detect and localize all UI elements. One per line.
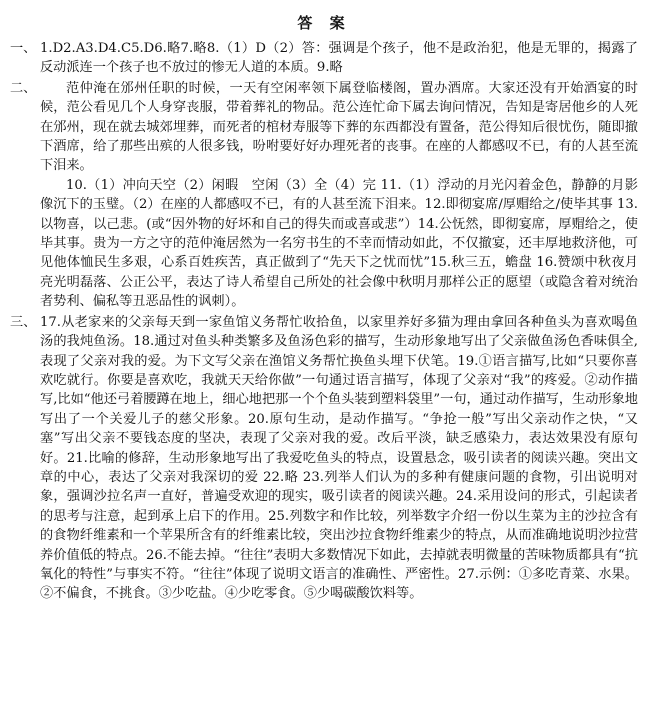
section-3 [10,313,638,604]
section-number: 一、 [10,41,37,56]
section-text [40,313,638,604]
section-number: 二、 [10,80,37,96]
answer-paragraph: 1.D2.A3.D4.C5.D6.略7.略8.（1）D（2）答：强调是个孩子，他不是政治犯，他是无罪的，揭露了反动派连一个孩子也不放过的惨无人道的本质。9.略 [40,41,638,76]
section-text [40,79,638,312]
section-2 [10,79,638,312]
page-title: 答 案 [297,14,351,32]
section-1 [10,39,638,78]
answer-paragraph: 17.从老家来的父亲每天到一家鱼馆义务帮忙收拾鱼，以家里养好多猫为理由拿回各种鱼头为喜欢喝鱼汤的我炖鱼汤。18.通过对鱼头种类繁多及鱼汤色彩的描写，生动形象地写出了父亲做鱼汤色香味俱全,表现了父亲对我的爱。为下文写父亲在渔馆义务帮忙换鱼头埋下伏笔。19.①语言描写,比如“只要你喜欢吃就行。你要是喜欢吃，我就天天给你做”一句通过语言描写，体现了父亲对“我”的疼爱。②动作描写,比如“他还弓着腰蹲在地上，细心地把那一个个鱼头装到塑料袋里”一句，通过动作描写，生动形象地写出了一个关爱儿子的慈父形象。20.原句生动，是动作描写。“争抢一般”写出父亲动作之快，“又塞”写出父亲不要钱态度的坚决，表现了父亲对我的爱。改后平淡，缺乏感染力，表达效果没有原句好。21.比喻的修辞，生动形象地写出了我爱吃鱼头的特点，设置悬念，吸引读者的阅读兴趣。突出文章的中心，表达了父亲对我深切的爱 22.略 23.列举人们认为的多种有健康问题的食物，引出说明对象，强调沙拉名声一直好，普遍受欢迎的现实，吸引读者的阅读兴趣。24.采用设问的形式，引起读者的思考与注意，起到承上启下的作用。25.列数字和作比较，列举数字介绍一份以生菜为主的沙拉含有的食物纤维素和一个苹果所含有的纤维素比较，突出沙拉食物纤维素少的特点，从而准确地说明沙拉营养价值低的特点。26.不能去掉。“往往”表明大多数情况下如此，去掉就表明微量的苦味物质都具有“抗氧化的特性”与事实不符。“往往”体现了说明文语言的准确性、严密性。27.示例：①多吃青菜、水果。②不偏食，不挑食。③少吃盐。④少吃零食。⑤少喝碳酸饮料等。 [40,314,638,602]
section-number: 三、 [10,314,37,330]
translation-paragraph: 范仲淹在邠州任职的时候，一天有空闲率领下属登临楼阁，置办酒席。大家还没有开始酒宴的时候，范公看见几个人身穿丧服，带着葬礼的物品。范公连忙命下属去询问情况，告知是寄居他乡的人死在邠州，现在就去城郊埋葬，而死者的棺材寿服等下葬的东西都没有置备，范公得知后很忧伤，随即撤下酒席，给了那些出殡的人很多钱，吩咐要好好办理死者的丧事。在座的人都感叹不已，有的人甚至流下泪来。 [40,80,638,174]
answer-paragraph: 10.（1）冲向天空（2）闲暇 空闲（3）全（4）完 11.（1）浮动的月光闪着金色，静静的月影像沉下的玉璧。（2）在座的人都感叹不已，有的人甚至流下泪来。12.即彻宴席/厚赗给之/使毕其事 13.以物喜，以己悲。(或“因外物的好坏和自己的得失而或喜或悲”）14.公怃然，即彻宴席，厚赗给之，使毕其事。贵为一方之守的范仲淹居然为一名穷书生的不幸而情动如此，不仅撤宴，还丰厚地救济他，可见他体恤民生多艰，心系百姓疾苦，真正做到了“先天下之忧而忧”15.秋三五，蟾盘 16.赞颂中秋夜月亮光明磊落、公正公平，表达了诗人希望自己所处的社会像中秋明月那样公正的愿望（或隐含着对统治者势利、偏私等丑恶品性的讽刺）。 [40,177,638,310]
section-text [40,39,638,78]
